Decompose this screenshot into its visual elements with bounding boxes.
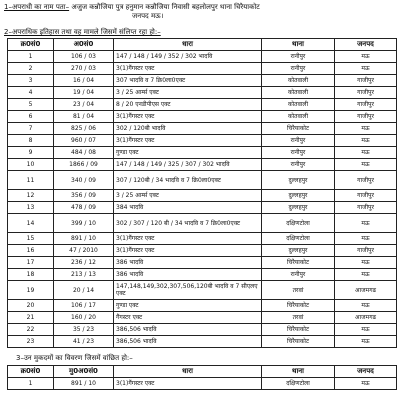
- section-cell: 3(1)गैंगस्टर एक्ट: [114, 135, 262, 147]
- section-cell: 3(1)गैंगस्टर एक्ट: [114, 233, 262, 245]
- case-no-cell: 891 / 10: [54, 233, 114, 245]
- section-cell: 386,506 भादवि: [114, 324, 262, 336]
- section-cell: 147 / 148 / 149 / 325 / 307 / 302 भादवि: [114, 159, 262, 171]
- district-cell: गाजीपुर: [335, 202, 397, 214]
- case-no-cell: 960 / 07: [54, 135, 114, 147]
- district-cell: मऊ: [335, 378, 397, 390]
- police-station-cell: दक्षिणटोला: [262, 214, 335, 233]
- serial-cell: 13: [8, 202, 54, 214]
- table-row: [8, 99, 397, 111]
- table-row: [8, 245, 397, 257]
- serial-cell: 7: [8, 123, 54, 135]
- police-station-cell: तरवां: [262, 281, 335, 300]
- table-row: [8, 111, 397, 123]
- case-no-cell: 825 / 06: [54, 123, 114, 135]
- table-row: [8, 233, 397, 245]
- section-cell: 302 / 120बी भादवि: [114, 123, 262, 135]
- police-station-cell: दक्षिणटोला: [262, 233, 335, 245]
- serial-cell: 23: [8, 336, 54, 348]
- case-no-cell: 19 / 04: [54, 87, 114, 99]
- police-station-cell: चिरैयाकोट: [262, 324, 335, 336]
- district-cell: गाजीपुर: [335, 75, 397, 87]
- case-no-cell: 399 / 10: [54, 214, 114, 233]
- section-cell: 147 / 148 / 149 / 352 / 302 भादवि: [114, 51, 262, 63]
- table-row: [8, 159, 397, 171]
- police-station-cell: रानीपुर: [262, 147, 335, 159]
- case-no-cell: 20 / 14: [54, 281, 114, 300]
- serial-cell: 10: [8, 159, 54, 171]
- serial-cell: 4: [8, 87, 54, 99]
- police-station-cell: कोतवाली: [262, 111, 335, 123]
- serial-cell: 14: [8, 214, 54, 233]
- table-row: [8, 324, 397, 336]
- serial-cell: 20: [8, 300, 54, 312]
- table-row: [8, 147, 397, 159]
- police-station-cell: कोतवाली: [262, 75, 335, 87]
- serial-cell: 6: [8, 111, 54, 123]
- police-station-cell: कोतवाली: [262, 99, 335, 111]
- district-cell: मऊ: [335, 51, 397, 63]
- header-serial: क्र0सं0: [8, 39, 54, 51]
- table-row: [8, 281, 397, 300]
- police-station-cell: कोतवाली: [262, 87, 335, 99]
- section-cell: 386 भादवि: [114, 269, 262, 281]
- section-cell: 386 भादवि: [114, 257, 262, 269]
- district-cell: मऊ: [335, 269, 397, 281]
- district-cell: मऊ: [335, 63, 397, 75]
- criminal-history-table: [7, 38, 397, 348]
- section-cell: 3(1)गैंगस्टर एक्ट: [114, 63, 262, 75]
- serial-cell: 17: [8, 257, 54, 269]
- case-no-cell: 106 / 03: [54, 51, 114, 63]
- pending-header-case-no: मु0अ0सं0: [54, 366, 114, 378]
- case-no-cell: 236 / 12: [54, 257, 114, 269]
- pending-header-district: जनपद: [335, 366, 397, 378]
- serial-cell: 12: [8, 190, 54, 202]
- section-cell: 386,506 भादवि: [114, 336, 262, 348]
- offender-text: अजुज कन्नौजिया पुत्र हनुमान कन्नौजिया निवासी बहलोलपुर थाना चिरैयाकोट: [71, 3, 260, 11]
- police-station-cell: चिरैयाकोट: [262, 336, 335, 348]
- section-cell: 147,148,149,302,307,506,120बी भादवि व 7 सीएलए एक्ट: [114, 281, 262, 300]
- case-no-cell: 891 / 10: [54, 378, 114, 390]
- pending-header-police-station: थाना: [262, 366, 335, 378]
- table-row: [8, 63, 397, 75]
- case-no-cell: 484 / 08: [54, 147, 114, 159]
- table-row: [8, 135, 397, 147]
- serial-cell: 1: [8, 378, 54, 390]
- district-cell: मऊ: [335, 324, 397, 336]
- police-station-cell: चिरैयाकोट: [262, 257, 335, 269]
- table-row: [8, 202, 397, 214]
- district-cell: आजमगढ: [335, 312, 397, 324]
- district-cell: गाजीपुर: [335, 99, 397, 111]
- case-no-cell: 106 / 17: [54, 300, 114, 312]
- case-no-cell: 160 / 20: [54, 312, 114, 324]
- district-cell: मऊ: [335, 257, 397, 269]
- case-no-cell: 478 / 09: [54, 202, 114, 214]
- section-cell: 302 / 307 / 120 बी / 34 भादवि व 7 क्रि0ला0एक्ट: [114, 214, 262, 233]
- section-cell: 3 / 25 आर्म्स एक्ट: [114, 190, 262, 202]
- case-no-cell: 41 / 23: [54, 336, 114, 348]
- police-station-cell: चिरैयाकोट: [262, 300, 335, 312]
- district-cell: आजमगढ: [335, 281, 397, 300]
- section-cell: 384 भादवि: [114, 202, 262, 214]
- police-station-cell: चिरैयाकोट: [262, 123, 335, 135]
- district-cell: मऊ: [335, 336, 397, 348]
- serial-cell: 9: [8, 147, 54, 159]
- case-no-cell: 270 / 03: [54, 63, 114, 75]
- table-row: [8, 300, 397, 312]
- case-no-cell: 213 / 13: [54, 269, 114, 281]
- pending-cases-table: [7, 365, 397, 390]
- police-station-cell: रानीपुर: [262, 135, 335, 147]
- section-cell: 3(1)गैंगस्टर एक्ट: [114, 378, 262, 390]
- district-cell: गाजीपुर: [335, 245, 397, 257]
- section-cell: 3(1)गैंगस्टर एक्ट: [114, 111, 262, 123]
- section-cell: 307 भादवि व 7 क्रि0ला0एक्ट: [114, 75, 262, 87]
- section-cell: गुण्डा एक्ट: [114, 300, 262, 312]
- section-cell: 3 / 25 आर्म्स एक्ट: [114, 87, 262, 99]
- serial-cell: 5: [8, 99, 54, 111]
- police-station-cell: रानीपुर: [262, 63, 335, 75]
- serial-cell: 8: [8, 135, 54, 147]
- table-row: [8, 257, 397, 269]
- offender-label: 1–अपराधी का नाम पता–: [4, 3, 70, 11]
- case-no-cell: 81 / 04: [54, 111, 114, 123]
- offender-name-line: [4, 3, 260, 12]
- table-row: [8, 123, 397, 135]
- police-station-cell: रानीपुर: [262, 269, 335, 281]
- section-cell: 8 / 20 एनडीपीएस एक्ट: [114, 99, 262, 111]
- serial-cell: 22: [8, 324, 54, 336]
- table-row: [8, 214, 397, 233]
- pending-table-row: [8, 378, 397, 390]
- district-cell: मऊ: [335, 159, 397, 171]
- table-row: [8, 190, 397, 202]
- pending-heading: 3–उन मुकदमों का विवरण जिसमें वांछित हो:–: [16, 354, 133, 362]
- table-row: [8, 336, 397, 348]
- case-no-cell: 23 / 04: [54, 99, 114, 111]
- police-station-cell: दुल्लहपुर: [262, 245, 335, 257]
- table-row: [8, 269, 397, 281]
- police-station-cell: रानीपुर: [262, 159, 335, 171]
- table-row: [8, 171, 397, 190]
- section-cell: 3(1)गैंगस्टर एक्ट: [114, 245, 262, 257]
- serial-cell: 2: [8, 63, 54, 75]
- header-police-station: थाना: [262, 39, 335, 51]
- case-no-cell: 16 / 04: [54, 75, 114, 87]
- serial-cell: 16: [8, 245, 54, 257]
- district-cell: मऊ: [335, 233, 397, 245]
- police-station-cell: रानीपुर: [262, 51, 335, 63]
- case-no-cell: 356 / 09: [54, 190, 114, 202]
- serial-cell: 19: [8, 281, 54, 300]
- case-no-cell: 340 / 09: [54, 171, 114, 190]
- police-station-cell: तरवां: [262, 312, 335, 324]
- district-cell: मऊ: [335, 214, 397, 233]
- serial-cell: 21: [8, 312, 54, 324]
- history-heading: 2–अपराधिक इतिहास तथा वह मामले जिसमें संलिप्त रहा हो:–: [4, 28, 161, 36]
- serial-cell: 3: [8, 75, 54, 87]
- police-station-cell: दुल्लहपुर: [262, 202, 335, 214]
- table-row: [8, 87, 397, 99]
- district-cell: मऊ: [335, 135, 397, 147]
- district-cell: गाजीपुर: [335, 171, 397, 190]
- header-district: जनपद: [335, 39, 397, 51]
- table-row: [8, 312, 397, 324]
- header-case-no: अ0सं0: [54, 39, 114, 51]
- serial-cell: 18: [8, 269, 54, 281]
- district-cell: मऊ: [335, 300, 397, 312]
- district-cell: मऊ: [335, 123, 397, 135]
- pending-header-row: [8, 366, 397, 378]
- police-station-cell: दक्षिणटोला: [262, 378, 335, 390]
- section-cell: गैंगस्टर एक्ट: [114, 312, 262, 324]
- district-cell: मऊ: [335, 147, 397, 159]
- section-cell: गुण्डा एक्ट: [114, 147, 262, 159]
- police-station-cell: दुल्लहपुर: [262, 171, 335, 190]
- header-section: धारा: [114, 39, 262, 51]
- serial-cell: 15: [8, 233, 54, 245]
- table-header-row: [8, 39, 397, 51]
- district-cell: गाजीपुर: [335, 87, 397, 99]
- police-station-cell: दुल्लहपुर: [262, 190, 335, 202]
- serial-cell: 1: [8, 51, 54, 63]
- pending-header-serial: क्र0सं0: [8, 366, 54, 378]
- section-cell: 307 / 120बी / 34 भादवि व 7 क्रि0ला0एक्ट: [114, 171, 262, 190]
- district-cell: गाजीपुर: [335, 190, 397, 202]
- case-no-cell: 1866 / 09: [54, 159, 114, 171]
- case-no-cell: 35 / 23: [54, 324, 114, 336]
- case-no-cell: 47 / 2010: [54, 245, 114, 257]
- table-row: [8, 51, 397, 63]
- table-row: [8, 75, 397, 87]
- offender-address-line: जनपद मऊ।: [132, 12, 164, 20]
- serial-cell: 11: [8, 171, 54, 190]
- pending-header-section: धारा: [114, 366, 262, 378]
- district-cell: गाजीपुर: [335, 111, 397, 123]
